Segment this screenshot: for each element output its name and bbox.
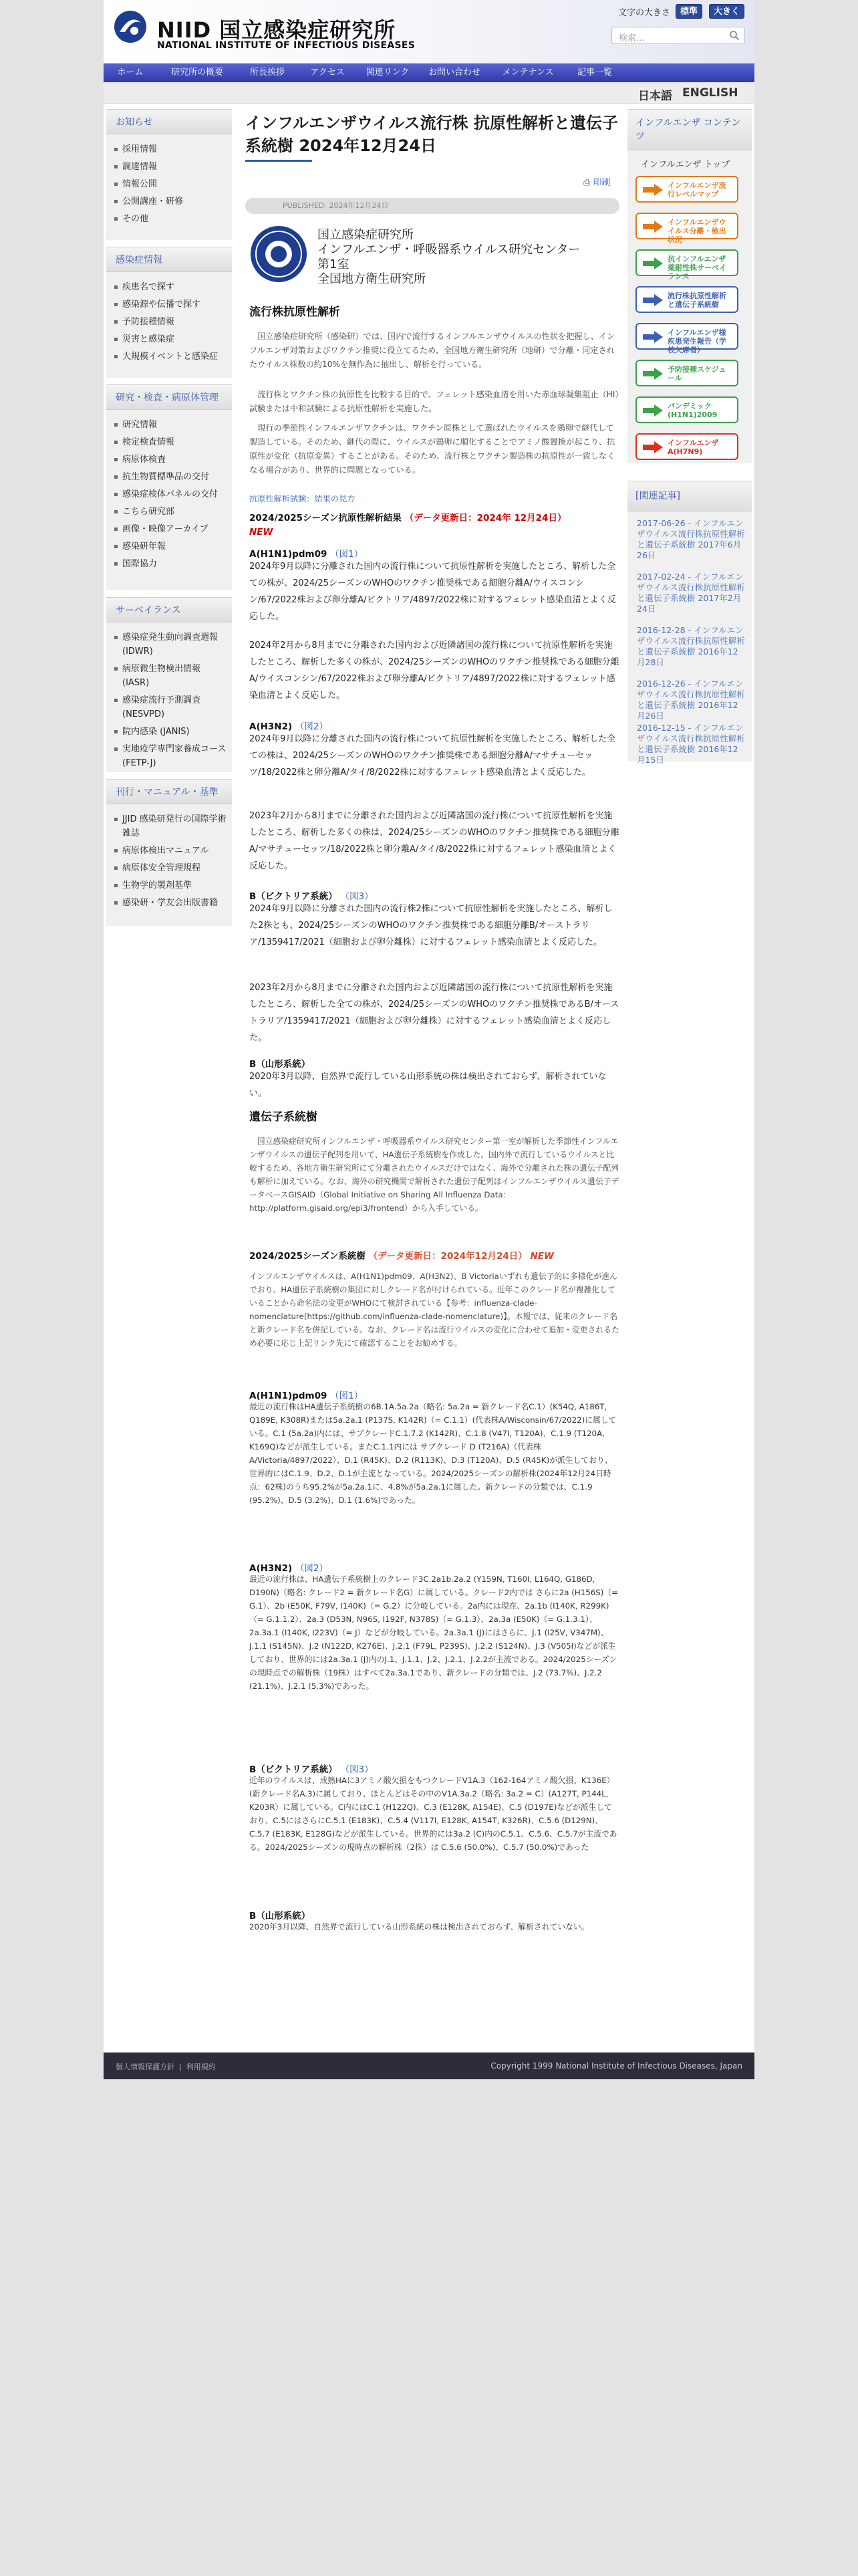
nav-maintenance[interactable]: メンテナンス <box>502 68 554 78</box>
related-article-link[interactable]: 2016-12-28 - インフルエンザウイルス流行株抗原性解析と遺伝子系統樹 2016年12月28日 <box>637 625 745 667</box>
bullet-icon <box>114 562 118 566</box>
tree-figure1-link[interactable]: （図1） <box>330 1391 364 1401</box>
contents-heading: インフルエンザ コンテンツ <box>627 109 752 150</box>
niid-logo-icon[interactable] <box>113 9 148 44</box>
paragraph: 2020年3月以降、自然界で流行している山形系統の株は検出されておらず、解析されていない。 <box>249 1922 589 1931</box>
arrow-right-icon <box>642 367 664 380</box>
site-subtitle: NATIONAL INSTITUTE OF INFECTIOUS DISEASES <box>157 40 416 51</box>
arrow-right-icon <box>642 330 664 344</box>
nav-contact[interactable]: お問い合わせ <box>428 68 480 78</box>
related-article-link[interactable]: 2016-12-26 - インフルエンザウイルス流行株抗原性解析と遺伝子系統樹 2016年12月26日 <box>637 679 745 721</box>
results-heading: 2024/2025シーズン抗原性解析結果 （データ更新日：2024年 12月24日） <box>249 513 567 523</box>
nav-articles[interactable]: 記事一覧 <box>577 68 612 78</box>
sidebar-heading[interactable]: サーベイランス <box>106 597 232 622</box>
figure3-link[interactable]: （図3） <box>340 891 374 902</box>
sidebar-heading[interactable]: 感染症情報 <box>106 247 232 272</box>
bullet-icon <box>114 320 118 324</box>
sidebar-item[interactable]: 感染症流行予測調査 (NESVPD) <box>114 693 227 721</box>
sidebar-item[interactable]: 予防接種情報 <box>114 315 227 329</box>
banner-label: インフルエンザ様疾患発生報告（学校欠席者） <box>668 328 726 354</box>
sidebar-item[interactable]: 病原体検出マニュアル <box>114 844 227 858</box>
font-size-normal-button[interactable]: 標準 <box>676 4 702 19</box>
tree-byam-heading: B（山形系統） <box>249 1911 311 1921</box>
bullet-icon <box>114 866 118 870</box>
sidebar-item[interactable]: 採用情報 <box>114 142 227 156</box>
bullet-icon <box>114 901 118 905</box>
banner-label: 予防接種スケジュール <box>668 365 726 382</box>
bullet-icon <box>114 884 118 887</box>
bullet-icon <box>114 545 118 548</box>
sidebar-item[interactable]: 画像・映像アーカイブ <box>114 522 227 536</box>
tree-bvic-heading: B（ビクトリア系統） （図3） <box>249 1764 374 1775</box>
right-sidebar-contents <box>627 109 752 463</box>
site-header <box>104 0 754 64</box>
nav-home[interactable]: ホーム <box>117 68 144 78</box>
bullet-icon <box>114 730 118 733</box>
paragraph: 現行の季節性インフルエンザワクチンは、ワクチン原株として選ばれたウイルスを鶏卵で継代して製造している。そのため、継代の際に、ウイルスが鶏卵に順化することでアミノ酸置換が起こり、抗原性が変化（抗原変異）することがある。そのため、流行株とワクチン製造株の抗原性が一致しなくなる場合があり、世界的に問題となっている。 <box>249 423 615 475</box>
byam-heading: B（山形系統） <box>249 1059 311 1070</box>
bvic-heading: B（ビクトリア系統） （図3） <box>249 891 374 902</box>
content-banner[interactable] <box>635 323 738 354</box>
published-date: PUBLISHED: 2024年12月24日 <box>245 198 619 214</box>
content-banner[interactable] <box>635 213 738 244</box>
arrow-right-icon <box>642 257 664 270</box>
bullet-icon <box>114 303 118 306</box>
nav-director[interactable]: 所長挨拶 <box>249 68 285 78</box>
related-article-link[interactable]: 2016-12-15 - インフルエンザウイルス流行株抗原性解析と遺伝子系統樹 2016年12月15日 <box>637 723 745 765</box>
sidebar-heading[interactable]: お知らせ <box>106 109 232 134</box>
bullet-icon <box>114 183 118 186</box>
sidebar-item[interactable]: 感染症発生動向調査週報 (IDWR) <box>114 630 227 659</box>
search-input[interactable]: 検索... <box>611 27 745 44</box>
site-title[interactable]: NIID 国立感染症研究所 <box>157 17 396 43</box>
sidebar-item[interactable]: JJID 感染研発行の国際学術雑誌 <box>114 812 227 840</box>
new-badge: NEW <box>530 1251 554 1262</box>
bullet-icon <box>114 165 118 168</box>
paragraph: 2024年2月から8月までに分離された国内および近隣諸国の流行株について抗原性解析を実施したところ、解析した多くの株が、2024/25シーズンのWHOのワクチン推奨株である細胞分離A/ウイスコンシン/67/2022株および卵分離A/ビクトリア/4897/2022株に対するフェレット感染血清とよく反応した。 <box>249 640 619 701</box>
sidebar-item[interactable]: 感染研年報 <box>114 540 227 554</box>
bullet-icon <box>114 849 118 852</box>
banner-label: 流行株抗原性解析と遺伝子系統樹 <box>668 291 726 309</box>
font-size-large-button[interactable]: 大きく <box>709 4 744 19</box>
org-center: インフルエンザ・呼吸器系ウイルス研究センター <box>317 243 581 257</box>
arrow-right-icon <box>642 404 664 417</box>
org-lab: 第1室 <box>317 257 349 271</box>
org-name: 国立感染症研究所 <box>317 228 414 242</box>
banner-label: 抗インフルエンザ薬耐性株サーベイランス <box>668 255 726 281</box>
sidebar-item[interactable]: 病原体検査 <box>114 453 227 467</box>
related-article-link[interactable]: 2017-06-26 - インフルエンザウイルス流行株抗原性解析と遺伝子系統樹 2017年6月26日 <box>637 518 745 560</box>
paragraph: 2024年9月以降に分離された国内の流行株について抗原性解析を実施したところ、解析した全ての株が、2024/25シーズンのWHOのワクチン推奨株である細胞分離A/ウイスコンシン/67/2022株および卵分離A/ビクトリア/4897/2022株に対するフェレット感染血清とよく反応した。 <box>249 562 616 622</box>
search-icon[interactable] <box>729 30 740 41</box>
section-title-phylo: 遺伝子系統樹 <box>249 1110 317 1124</box>
related-article-link[interactable]: 2017-02-24 - インフルエンザウイルス流行株抗原性解析と遺伝子系統樹 2017年2月24日 <box>637 572 745 614</box>
banner-label: インフルエンザウイルス分離・検出状況 <box>668 218 726 244</box>
title-underline <box>245 160 312 162</box>
bullet-icon <box>114 441 118 444</box>
content-banner[interactable] <box>635 176 738 203</box>
h1n1-heading: A(H1N1)pdm09 （図1） <box>249 549 364 560</box>
figure2-link[interactable]: （図2） <box>295 721 328 732</box>
paragraph: 2024年9月以降に分離された国内の流行株について抗原性解析を実施したところ、解析した全ての株は、2024/25シーズンのWHOのワクチン推奨株である細胞分離A/マサチューセッツ/18/2022株と卵分離A/タイ/8/2022株に対するフェレット感染血清とよく反応した。 <box>249 734 616 778</box>
bullet-icon <box>114 493 118 496</box>
related-heading: [関連記事] <box>627 481 752 511</box>
banner-label: インフルエンザA(H7N9) <box>668 439 719 456</box>
tree-heading: 2024/2025シーズン系統樹 （データ更新日：2024年12月24日） NEW <box>249 1251 554 1262</box>
paragraph: 2024年9月以降に分離された国内の流行株2株について抗原性解析を実施したところ、解析した2株とも、2024/25シーズンのWHOのワクチン推奨株である細胞分離B/オーストラリア/1359417/2021（細胞および卵分離株）に対するフェレット感染血清とよく反応した。 <box>249 904 613 947</box>
sidebar-item[interactable]: 大規模イベントと感染症 <box>114 350 227 364</box>
sidebar-item[interactable]: 生物学的製剤基準 <box>114 879 227 893</box>
font-size-label: 文字の大きさ <box>618 8 671 18</box>
page <box>104 0 754 2079</box>
flu-top-link[interactable]: インフルエンザ トップ <box>641 160 730 170</box>
paragraph: 2020年3月以降、自然界で流行している山形系統の株は検出されておらず、解析されていない。 <box>249 1072 607 1098</box>
bullet-icon <box>114 423 118 427</box>
sidebar-surveillance <box>106 597 232 772</box>
footer-links: 個人情報保護方針 | 利用規約 <box>116 2063 216 2071</box>
sidebar-item[interactable]: 病原体安全管理規程 <box>114 861 227 875</box>
nav-access[interactable]: アクセス <box>310 68 345 78</box>
bullet-icon <box>114 475 118 479</box>
sidebar-item[interactable]: 感染源や伝播で探す <box>114 298 227 312</box>
section-title-antigen: 流行株抗原性解析 <box>249 306 340 319</box>
sidebar-item[interactable]: 調達情報 <box>114 160 227 174</box>
bullet-icon <box>114 528 118 531</box>
sidebar-kanko <box>106 779 232 926</box>
sidebar-item[interactable]: 抗生物質標準品の交付 <box>114 470 227 484</box>
antigen-guide-link[interactable]: 抗原性解析試験：結果の見方 <box>249 494 355 503</box>
content-banner[interactable] <box>635 396 738 423</box>
bullet-icon <box>114 747 118 751</box>
right-sidebar-related <box>627 481 752 765</box>
content-banner[interactable] <box>635 433 738 460</box>
arrow-right-icon <box>642 220 664 233</box>
print-icon: ⎙ <box>583 178 593 188</box>
print-link[interactable]: ⎙ 印刷 <box>583 178 611 188</box>
bullet-icon <box>114 699 118 702</box>
sidebar-item[interactable]: 国際協力 <box>114 557 227 571</box>
bullet-icon <box>114 217 118 221</box>
paragraph: インフルエンザウイルスは、A(H1N1)pdm09、A(H3N2)、B Victoriaいずれも遺伝子的に多様化が進んでおり、HA遺伝子系統樹の集団に対しクレード名が付けられている。近年このクレード名が複雑化していることから命名法の変更がWHOにて検討されている【参考：influenza-clade-nomenclature(https://github.com/influenza-clade-nomenclature)】。本報では、従来のクレード名と新クレード名を併記している。なお、クレード名は流行ウイルスの変化に合わせて追加・変更されるため必要に応じ上記リンク先にて確認することをお勧めする。 <box>249 1272 619 1348</box>
content-banner[interactable] <box>635 249 738 281</box>
language-bar <box>104 82 754 104</box>
sidebar-item[interactable]: こちら研究部 <box>114 505 227 519</box>
main-nav <box>104 64 754 82</box>
bullet-icon <box>114 510 118 513</box>
lang-japanese[interactable]: 日本語 <box>638 90 672 103</box>
arrow-right-icon <box>642 441 664 454</box>
tree-update-date: （データ更新日：2024年12月24日） <box>368 1251 527 1262</box>
page-title: インフルエンザウイルス流行株 抗原性解析と遺伝子系統樹 2024年12月24日 <box>245 114 618 155</box>
bullet-icon <box>114 355 118 358</box>
sidebar-heading[interactable]: 刊行・マニュアル・基準 <box>106 779 232 804</box>
sidebar-item[interactable]: 公開講座・研修 <box>114 195 227 209</box>
sidebar-item[interactable]: 疾患名で探す <box>114 280 227 294</box>
copyright: Copyright 1999 National Institute of Infectious Diseases, Japan <box>490 2061 742 2071</box>
bullet-icon <box>114 200 118 203</box>
update-date: （データ更新日：2024年 12月24日） <box>404 513 567 523</box>
sidebar-item[interactable]: 実地疫学専門家養成コース (FETP-J) <box>114 742 227 770</box>
content-banner[interactable] <box>635 360 738 386</box>
tree-h3n2-heading: A(H3N2) （図2） <box>249 1563 328 1574</box>
nav-links[interactable]: 関連リンク <box>366 68 410 78</box>
sidebar-item[interactable]: 情報公開 <box>114 177 227 191</box>
sidebar-item[interactable]: 院内感染 (JANIS) <box>114 725 227 739</box>
bullet-icon <box>114 338 118 341</box>
sidebar-item[interactable]: 病原微生物検出情報 (IASR) <box>114 662 227 690</box>
sidebar-heading[interactable]: 研究・検査・病原体管理 <box>106 384 232 410</box>
sidebar-kansen <box>106 247 232 378</box>
bullet-icon <box>114 818 118 821</box>
sidebar-item[interactable]: 研究情報 <box>114 418 227 432</box>
bullet-icon <box>114 285 118 289</box>
sidebar-item[interactable]: 災害と感染症 <box>114 332 227 346</box>
org-local: 全国地方衛生研究所 <box>317 272 426 286</box>
tree-figure2-link[interactable]: （図2） <box>295 1563 328 1574</box>
banner-label: パンデミック(H1N1)2009 <box>668 402 718 419</box>
privacy-link[interactable]: 個人情報保護方針 <box>116 2063 174 2071</box>
arrow-right-icon <box>642 294 664 307</box>
bullet-icon <box>114 458 118 461</box>
nav-about[interactable]: 研究所の概要 <box>170 68 223 78</box>
sidebar-kenkyu <box>106 384 232 590</box>
bullet-icon <box>114 636 118 639</box>
paragraph: 近年のウイルスは、成熟HAに3アミノ酸欠損をもつクレードV1A.3（162-164アミノ酸欠損、K136E）(新クレード名A.3)に属しており、ほとんどはその中のV1A.3a.2（略名: 3a.2 = C）(A127T, P144L, K203R）に属している。C内にはC.1 (H122Q)、C.3 (E128K, A154E)、C.5 (D197E)などが派生しており、C.5にはさらにC.5.1 (E183K)、C.5.4 (V117I, E128K, A154T, K326R)、C.5.6 (D129N)、C.5.7 (E183K, E128G)などが派生している。世界的には3a.2 (C)内のC.5.1、C.5.6、C.5.7が主流である。2024/2025シーズンの現時点の解析株（2株）は C.5.6 (50.0%)、C.5.7 (50.0%)であった <box>249 1776 617 1852</box>
paragraph: 国立感染症研究所（感染研）では、国内で流行するインフルエンザウイルスの性状を把握し、インフルエンザ対策およびワクチン推奨に役立てるため、全国地方衛生研究所（地研）で分離・同定されたウイルス株数の約10%を無作為に抽出し、解析を行っている。 <box>249 332 615 369</box>
tree-figure3-link[interactable]: （図3） <box>340 1764 374 1775</box>
terms-link[interactable]: 利用規約 <box>186 2063 216 2071</box>
tree-h1n1-heading: A(H1N1)pdm09 （図1） <box>249 1391 364 1401</box>
sidebar-item[interactable]: 感染研・学友会出版書籍 <box>114 896 227 910</box>
lang-english[interactable]: ENGLISH <box>682 86 738 100</box>
paragraph: 流行株とワクチン株の抗原性を比較する目的で、フェレット感染血清を用いた赤血球凝集阻止（HI）試験または中和試験による抗原性解析を実施した。 <box>249 390 619 413</box>
figure1-link[interactable]: （図1） <box>330 549 364 560</box>
banner-label: インフルエンザ流行レベルマップ <box>668 181 726 199</box>
arrow-right-icon <box>642 183 664 197</box>
h3n2-heading: A(H3N2) （図2） <box>249 721 328 732</box>
sidebar-item[interactable]: 感染症検体パネルの交付 <box>114 487 227 501</box>
paragraph: 最近の流行株はHA遺伝子系統樹の6B.1A.5a.2a（略名: 5a.2a = 新クレード名C.1）(K54Q, A186T, Q189E, K308R)または5a.2a.1 (P137S, K142R)（= C.1.1）(代表株A/Wisconsin/67/2022)に属している。C.1 (5a.2a)内には、サブクレードC.1.7.2 (K142R)、C.1.8 (V47I, T120A)、C.1.9 (T120A, K169Q)などが派生している。またC.1.1内には サブクレード D (T216A)（代表株A/Victoria/4897/2022）、D.1 (R45K)、D.2 (R113K)、D.3 (T120A)、D.5 (R45K)が派生しており、世界的にはC.1.9、D.2、D.1が主流となっている。2024/2025シーズンの解析株(2024年12月24日時点：62株)のうち95.2%が5a.2a.1に、4.8%が5a.2a.1に属した。新クレードの分類では、C.1.9 (95.2%)、D.5 (3.2%)、D.1 (1.6%)であった。 <box>249 1402 617 1505</box>
sidebar-item[interactable]: 検定検査情報 <box>114 435 227 449</box>
paragraph: 2023年2月から8月までに分離された国内および近隣諸国の流行株について抗原性解析を実施したところ、解析した多くの株は、2024/25シーズンのWHOのワクチン推奨株である細胞分離A/マサチューセッツ/18/2022株と卵分離A/タイ/8/2022株に対するフェレット感染血清とよく反応した。 <box>249 811 619 871</box>
paragraph: 国立感染症研究所インフルエンザ・呼吸器系ウイルス研究センター第一室が解析した季節性インフルエンザウイルスの遺伝子配列を用いて、HA遺伝子系統樹を作成した。国内外で流行しているウイルスと比較するため、各地方衛生研究所にて分離されたウイルスだけではなく、海外で分離された株の遺伝子配列も解析に加えている。なお、海外の研究機関で解析された遺伝子配列はインフルエンザウイルス遺伝子データベースGISAID（Global Initiative on Sharing All Influenza Data：http://platform.gisaid.org/epi3/frontend）から入手している。 <box>249 1137 619 1213</box>
sidebar-oshirase <box>106 109 232 240</box>
bullet-icon <box>114 148 118 151</box>
content-banner[interactable] <box>635 286 738 313</box>
niid-emblem-icon <box>249 225 308 283</box>
bullet-icon <box>114 667 118 671</box>
new-badge: NEW <box>249 527 273 538</box>
sidebar-item[interactable]: その他 <box>114 212 227 226</box>
site-footer <box>104 2053 754 2079</box>
paragraph: 2023年2月から8月までに分離された国内および近隣諸国の流行株について抗原性解析を実施したところ、解析した全ての株が、2024/25シーズンのWHOのワクチン推奨株であるB/オーストラリア/1359417/2021（細胞および卵分離株）に対するフェレット感染血清とよく反応した。 <box>249 983 619 1043</box>
paragraph: 最近の流行株は、HA遺伝子系統樹上のクレード3C.2a1b.2a.2 (Y159N, T160I, L164Q, G186D, D190N)（略名: クレード2 = 新クレード名G）に属している。クレード2内では さらに2a (H156S)（= G.1）、2b (E50K, F79V, I140K)（= G.2）に分岐している。2a内には現在、2a.1b (I140K, R299K)（= G.1.1.2）、2a.3 (D53N, N96S, I192F, N378S)（= G.1.3）、2a.3a (E50K)（= G.1.3.1）、2a.3a.1 (I140K, I223V)（= J）などが分岐している。2a.3a.1 (J)にはさらに、J.1 (I25V, V347M)、J.1.1 (S145N)、J.2 (N122D, K276E)、J.2.1 (F79L, P239S)、J.2.2 (S124N)、J.3 (V505I)などが派生しており、世界的には2a.3a.1 (J)内のJ.1、J.1.1、J.2、J.2.1、J.2.2が主流である。2024/2025シーズンの現時点での解析株（19株）はすべて2a.3a.1であり、新クレードの分類では、J.2 (73.7%)、J.2.2 (21.1%)、J.2.1 (5.3%)であった。 <box>249 1574 618 1691</box>
